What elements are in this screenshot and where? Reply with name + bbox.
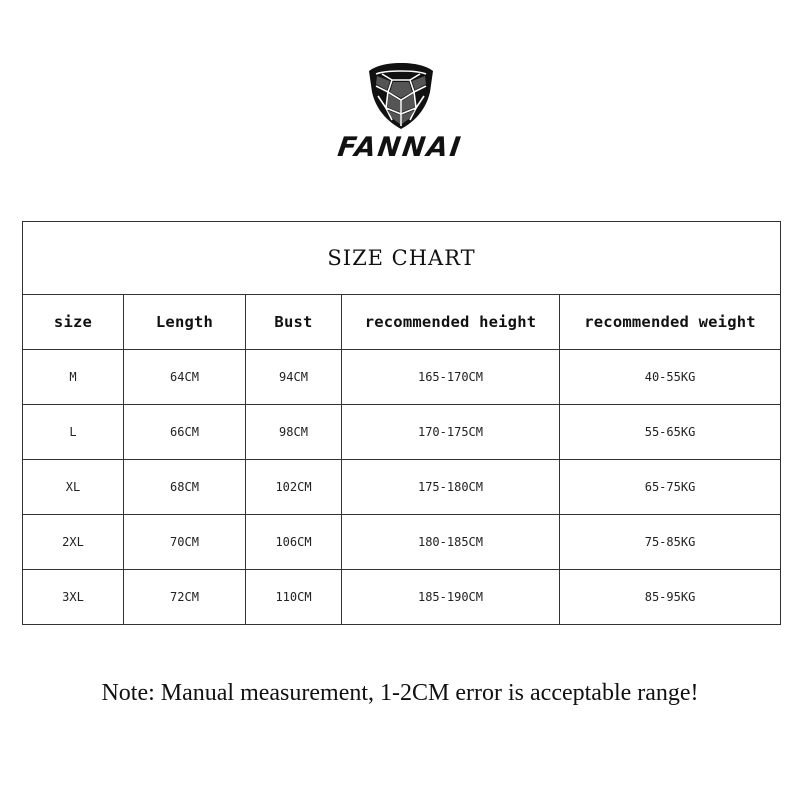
cell-height: 165-170CM	[342, 350, 560, 405]
size-chart-table	[22, 221, 781, 625]
cell-height: 170-175CM	[342, 405, 560, 460]
brand-logo	[0, 62, 800, 172]
header-length: Length	[124, 295, 246, 350]
table-row	[23, 460, 781, 515]
cell-size: L	[23, 405, 124, 460]
table-row	[23, 570, 781, 625]
cell-length: 64CM	[124, 350, 246, 405]
cell-size: 2XL	[23, 515, 124, 570]
cell-bust: 94CM	[246, 350, 342, 405]
cell-weight: 85-95KG	[560, 570, 781, 625]
table-row	[23, 350, 781, 405]
cell-length: 70CM	[124, 515, 246, 570]
cell-length: 66CM	[124, 405, 246, 460]
cell-weight: 65-75KG	[560, 460, 781, 515]
cell-length: 72CM	[124, 570, 246, 625]
cell-weight: 55-65KG	[560, 405, 781, 460]
measurement-note: Note: Manual measurement, 1-2CM error is acceptable range!	[101, 680, 699, 706]
cell-bust: 110CM	[246, 570, 342, 625]
cell-bust: 106CM	[246, 515, 342, 570]
cell-height: 180-185CM	[342, 515, 560, 570]
header-bust: Bust	[246, 295, 342, 350]
table-title: SIZE CHART	[23, 222, 781, 295]
cell-bust: 102CM	[246, 460, 342, 515]
header-size: size	[23, 295, 124, 350]
header-recommended-height: recommended height	[342, 295, 560, 350]
cell-size: XL	[23, 460, 124, 515]
table-row	[23, 405, 781, 460]
cell-height: 185-190CM	[342, 570, 560, 625]
header-recommended-weight: recommended weight	[560, 295, 781, 350]
cell-size: M	[23, 350, 124, 405]
shield-logo-icon	[368, 62, 434, 130]
brand-wordmark: FANNAI	[335, 132, 465, 163]
cell-weight: 75-85KG	[560, 515, 781, 570]
header-row	[23, 295, 781, 350]
cell-height: 175-180CM	[342, 460, 560, 515]
title-row	[23, 222, 781, 295]
cell-weight: 40-55KG	[560, 350, 781, 405]
cell-length: 68CM	[124, 460, 246, 515]
cell-bust: 98CM	[246, 405, 342, 460]
table-row	[23, 515, 781, 570]
cell-size: 3XL	[23, 570, 124, 625]
